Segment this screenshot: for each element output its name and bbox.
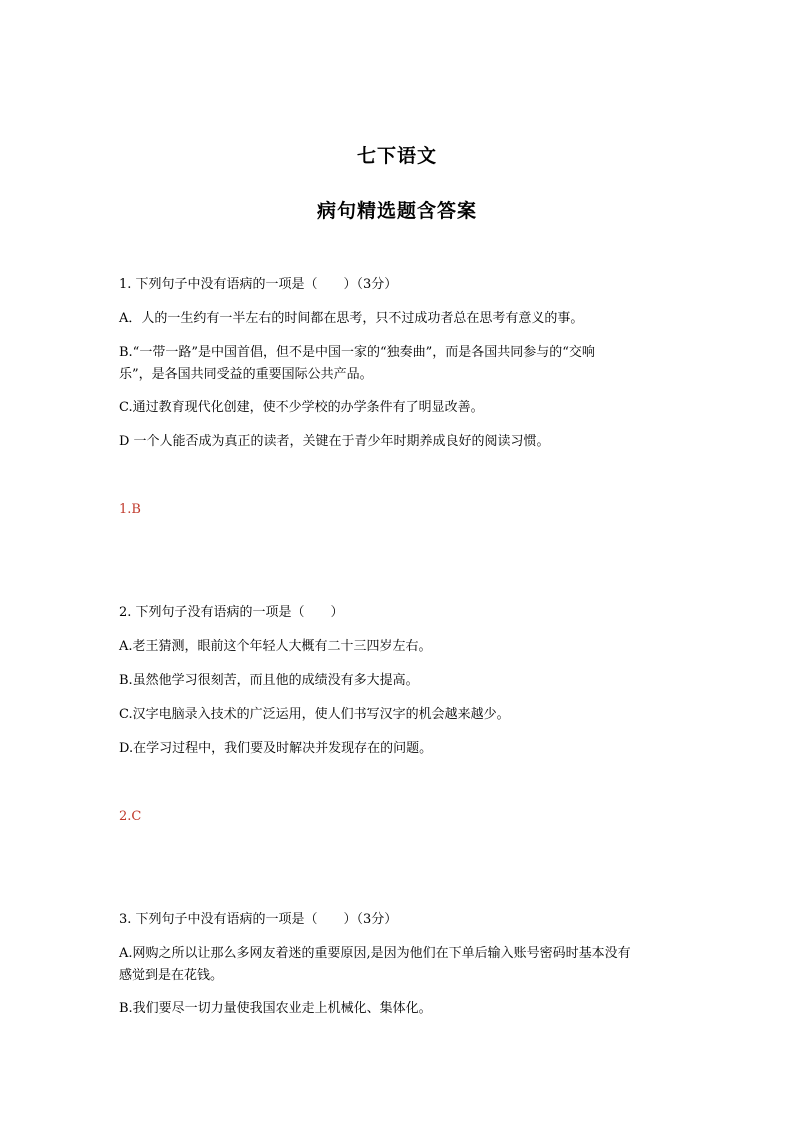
question-3-option-b: B.我们要尽一切力量使我国农业走上机械化、集体化。 — [119, 1001, 432, 1016]
question-1-option-b: B.“一带一路”是中国首倡，但不是中国一家的“独奏曲”，而是各国共同参与的“交响 — [119, 345, 595, 360]
question-2-option-b: B.虽然他学习很刻苦，而且他的成绩没有多大提高。 — [119, 673, 419, 688]
question-1-option-c: C.通过教育现代化创建，使不少学校的办学条件有了明显改善。 — [119, 400, 484, 415]
question-2-option-c: C.汉字电脑录入技术的广泛运用，使人们书写汉字的机会越来越少。 — [119, 707, 510, 722]
question-3-option-a: A.网购之所以让那么多网友着迷的重要原因,是因为他们在下单后输入账号密码时基本没有 — [119, 946, 631, 961]
question-1-option-d: D 一个人能否成为真正的读者，关键在于青少年时期养成良好的阅读习惯。 — [119, 434, 550, 449]
document-title: 七下语文 — [356, 145, 437, 167]
question-3-option-a-cont: 感觉到是在花钱。 — [119, 968, 224, 983]
question-2-option-a: A.老王猜测，眼前这个年轻人大概有二十三四岁左右。 — [119, 639, 432, 654]
question-2-answer: 2.C — [119, 809, 142, 824]
question-1-stem: 1. 下列句子中没有语病的一项是（ ）（3分） — [119, 277, 398, 292]
question-2-option-d: D.在学习过程中，我们要及时解决并发现存在的问题。 — [119, 741, 433, 756]
question-1-answer: 1.B — [119, 502, 141, 517]
question-1-option-a: A．人的一生约有一半左右的时间都在思考，只不过成功者总在思考有意义的事。 — [119, 311, 584, 326]
question-3-stem: 3. 下列句子中没有语病的一项是（ ）（3分） — [119, 912, 398, 927]
document-subtitle: 病句精选题含答案 — [316, 200, 477, 222]
question-1-option-b-cont: 乐”，是各国共同受益的重要国际公共产品。 — [119, 367, 373, 382]
question-2-stem: 2. 下列句子没有语病的一项是（ ） — [119, 605, 344, 620]
